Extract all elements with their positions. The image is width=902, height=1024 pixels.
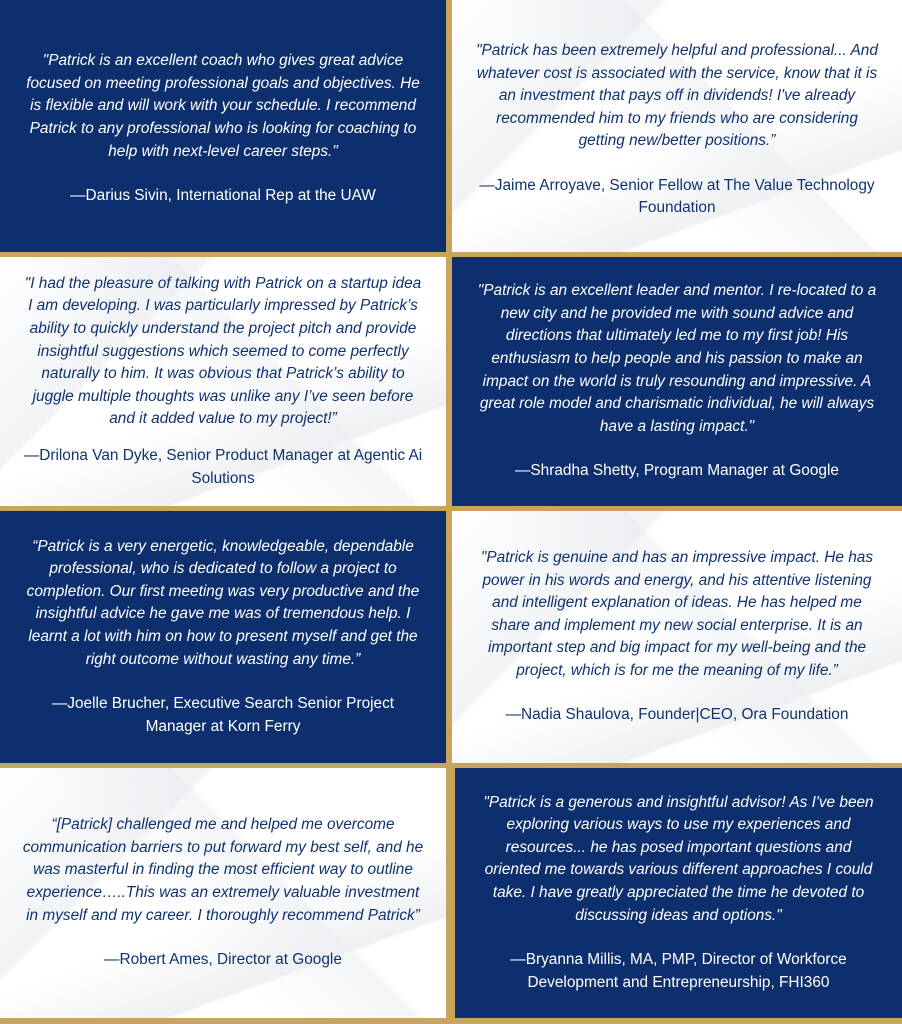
testimonial-author: —Nadia Shaulova, Founder|CEO, Ora Foundation bbox=[505, 706, 849, 724]
testimonial-quote: "I had the pleasure of talking with Patrick on a startup idea I am developing. I was particularly impressed by Patrick’s ability to quickly understand the project pitch and provide insightful suggestions which seemed to come perfectly naturally to him. It was obvious that Patrick’s ability to juggle multiple thoughts was unlike any I’ve seen before and it added value to my project!” bbox=[24, 274, 422, 428]
testimonial-quote: "Patrick is genuine and has an impressive impact. He has power in his words and energy, and his attentive listening and intelligent explanation of ideas. He has helped me share and implement my new social enterprise. It is an important step and big impact for my well-being and the project, which is for me the meaning of my life.” bbox=[480, 548, 874, 679]
testimonial-author: —Drilona Van Dyke, Senior Product Manager at Agentic Ai Solutions bbox=[23, 446, 423, 487]
testimonial-quote: “[Patrick] challenged me and helped me overcome communication barriers to put forward my best self, and he was masterful in finding the most efficient way to outline experience…..This was an extremely valuable investment in myself and my career. I thoroughly recommend Patrick” bbox=[22, 816, 424, 924]
testimonial-card bbox=[0, 511, 446, 763]
testimonial-quote: "Patrick is a generous and insightful advisor! As I've been exploring various ways to use my experiences and resources... he has posed important questions and oriented me towards various different approaches I could take. I have greatly appreciated the time he devoted to discussing ideas and options." bbox=[483, 793, 874, 924]
testimonial-card bbox=[0, 0, 446, 252]
testimonial-card bbox=[452, 511, 902, 763]
testimonial-author: —Jaime Arroyave, Senior Fellow at The Value Technology Foundation bbox=[479, 176, 875, 217]
testimonial-author: —Bryanna Millis, MA, PMP, Director of Workforce Development and Entrepreneurship, FHI360 bbox=[510, 951, 847, 991]
testimonial-author: —Robert Ames, Director at Google bbox=[104, 951, 342, 969]
testimonial-author: —Darius Sivin, International Rep at the UAW bbox=[70, 187, 376, 205]
testimonial-quote: "Patrick is an excellent coach who gives great advice focused on meeting professional goals and objectives. He is flexible and will work with your schedule. I recommend Patrick to any professional who is looking for coaching to help with next-level career steps." bbox=[26, 52, 420, 160]
testimonial-author: —Joelle Brucher, Executive Search Senior Project Manager at Korn Ferry bbox=[51, 695, 395, 735]
testimonial-card bbox=[455, 768, 902, 1018]
testimonial-card bbox=[0, 257, 446, 506]
testimonial-card bbox=[0, 768, 446, 1018]
testimonial-card bbox=[452, 257, 902, 506]
testimonial-card bbox=[452, 0, 902, 252]
testimonial-quote: “Patrick is a very energetic, knowledgeable, dependable professional, who is dedicated to follow a project to completion. Our first meeting was very productive and the insightful advice he gave me was of tremendous help. I learnt a lot with him on how to present myself and get the right outcome without wasting any time.” bbox=[26, 537, 420, 668]
testimonial-quote: "Patrick has been extremely helpful and professional... And whatever cost is associated with the service, know that it is an investment that pays off in dividends! I've already recommended him to my friends who are considering getting new/better positions.” bbox=[476, 41, 878, 150]
testimonial-quote: "Patrick is an excellent leader and mentor. I re-located to a new city and he provided me with sound advice and directions that ultimately led me to my first job! His enthusiasm to help people and his passion to make an impact on the world is truly resounding and impressive. A great role model and charismatic individual, he will always have a lasting impact." bbox=[477, 282, 877, 435]
testimonial-author: —Shradha Shetty, Program Manager at Google bbox=[515, 462, 839, 480]
